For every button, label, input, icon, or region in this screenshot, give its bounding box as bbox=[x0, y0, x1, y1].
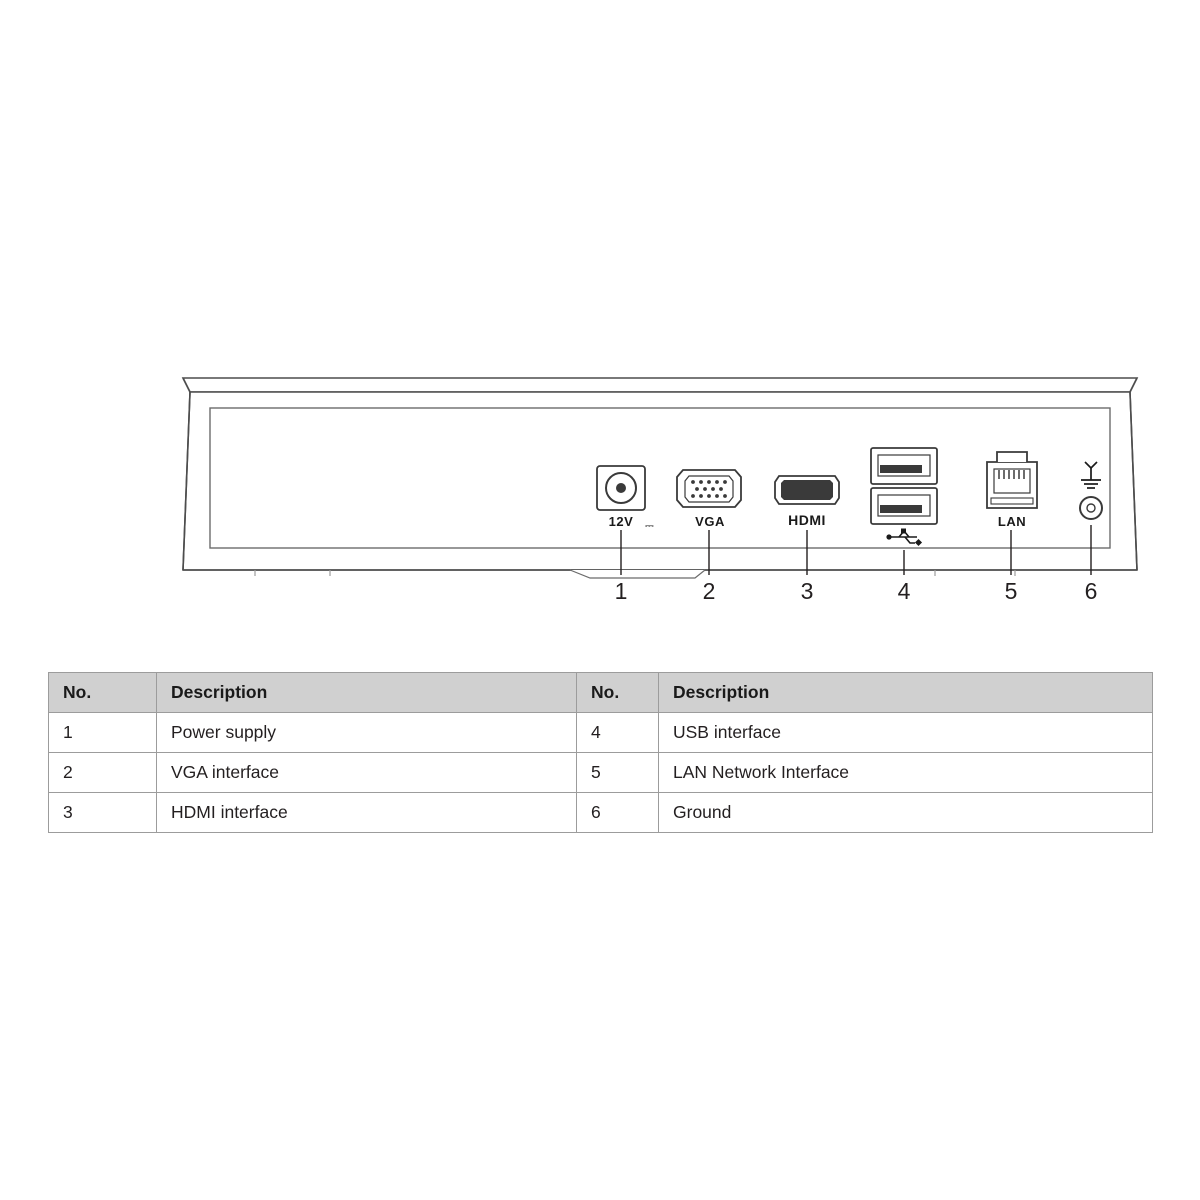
device-rear-panel-figure bbox=[175, 370, 1145, 620]
hdmi-port-icon bbox=[775, 476, 839, 504]
column-header-desc-left: Description bbox=[157, 673, 577, 713]
port-legend-table bbox=[48, 672, 1153, 833]
cell-no-left: 1 bbox=[49, 713, 157, 753]
vga-port-icon bbox=[677, 470, 741, 507]
callout-number-5: 5 bbox=[1004, 578, 1018, 604]
port-label-12v: 12V bbox=[608, 514, 634, 529]
port-label-vga: VGA bbox=[695, 514, 725, 529]
port-label-hdmi: HDMI bbox=[788, 512, 826, 528]
cell-no-right: 4 bbox=[577, 713, 659, 753]
cell-desc-left: Power supply bbox=[157, 713, 577, 753]
cell-no-left: 3 bbox=[49, 793, 157, 833]
callout-number-1: 1 bbox=[614, 578, 628, 604]
cell-desc-right: USB interface bbox=[659, 713, 1153, 753]
callout-number-4: 4 bbox=[897, 578, 911, 604]
table-row bbox=[49, 713, 1153, 753]
column-header-desc-right: Description bbox=[659, 673, 1153, 713]
cell-no-right: 6 bbox=[577, 793, 659, 833]
cell-desc-right: LAN Network Interface bbox=[659, 753, 1153, 793]
cell-no-right: 5 bbox=[577, 753, 659, 793]
column-header-no-right: No. bbox=[577, 673, 659, 713]
column-header-no-left: No. bbox=[49, 673, 157, 713]
table-row bbox=[49, 793, 1153, 833]
cell-desc-left: VGA interface bbox=[157, 753, 577, 793]
dc-polarity-symbol: ⎓ bbox=[645, 520, 655, 532]
cell-desc-left: HDMI interface bbox=[157, 793, 577, 833]
callout-number-3: 3 bbox=[800, 578, 814, 604]
dc-power-jack-icon bbox=[597, 466, 645, 510]
cell-no-left: 2 bbox=[49, 753, 157, 793]
callout-number-6: 6 bbox=[1084, 578, 1098, 604]
cell-desc-right: Ground bbox=[659, 793, 1153, 833]
table-row bbox=[49, 753, 1153, 793]
port-label-lan: LAN bbox=[997, 514, 1027, 529]
table-header-row bbox=[49, 673, 1153, 713]
callout-number-2: 2 bbox=[702, 578, 716, 604]
